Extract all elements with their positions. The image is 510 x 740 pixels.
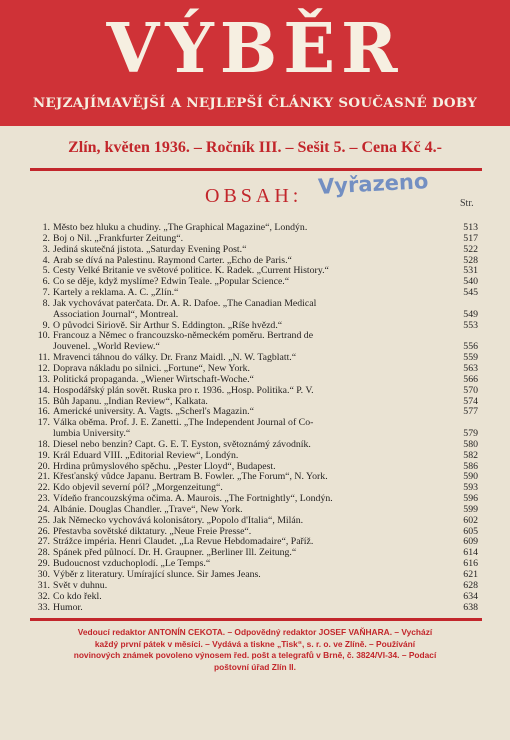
toc-entry: [28, 266, 478, 277]
publisher-footer: [40, 627, 470, 673]
bottom-divider: [30, 618, 482, 621]
toc-entry-number: 31.: [37, 579, 50, 591]
toc-entry-title: Král Eduard VIII. „Editorial Review“, Londýn.: [53, 450, 239, 461]
toc-entry-title: Mravenci táhnou do války. Dr. Franz Maidl. „N. W. Tagblatt.“: [53, 353, 297, 364]
toc-entry-title: Kdo objevil severní pól? „Morgenzeitung“.: [53, 483, 223, 494]
toc-entry: [28, 256, 478, 267]
toc-entry-title: Jouvenel. „World Review.“: [53, 342, 160, 353]
toc-entry-title: Strážce impéria. Henri Claudet. „La Revue Hebdomadaire“, Paříž.: [53, 537, 314, 548]
toc-entry-title: Francouz a Němec o francouzsko-německém poměru. Bertrand de: [53, 331, 314, 342]
toc-entry-title: Boj o Nil. „Frankfurter Zeitung“.: [53, 233, 184, 244]
toc-entry: [28, 277, 478, 288]
toc-entry: [28, 386, 478, 397]
toc-entry-title: Kartely a reklama. A. C. „Zlín.“: [53, 288, 179, 299]
magazine-subtitle: NEJZAJÍMAVĚJŠÍ A NEJLEPŠÍ ČLÁNKY SOUČASNÉ DOBY: [32, 95, 478, 111]
toc-entry: [28, 288, 478, 299]
toc-entry-number: 2.: [42, 232, 50, 244]
toc-entry-number: 7.: [42, 287, 50, 299]
toc-entry-page: 593: [463, 482, 478, 494]
toc-entry-number: 28.: [37, 547, 50, 559]
toc-entry-page: 628: [463, 579, 478, 591]
toc-entry: [28, 603, 478, 614]
footer-line: každý první pátek v měsíci. – Vydává a tiskne „Tisk“, s. r. o. ve Zlíně. – Používání: [94, 638, 416, 649]
toc-entry-page: 528: [463, 254, 478, 266]
toc-entry: [28, 494, 478, 505]
toc-entry-page: 634: [463, 590, 478, 602]
toc-entry: [28, 342, 478, 353]
toc-entry-page: 513: [463, 222, 478, 233]
toc-entry-title: Co se děje, když myslíme? Edwin Teale. „Popular Science.“: [53, 277, 290, 288]
toc-entry: [28, 592, 478, 603]
toc-entry: [28, 353, 478, 364]
toc-entry-title: Doprava nákladu po silnici. „Fortune“, New York.: [53, 363, 250, 374]
toc-entry-number: 10.: [37, 330, 50, 342]
toc-entry: [28, 331, 478, 342]
toc-entry-number: 14.: [37, 384, 50, 396]
toc-entry-number: 13.: [37, 373, 50, 385]
footer-line: poštovní úřad Zlín II.: [214, 661, 296, 672]
toc-entry: [28, 234, 478, 245]
toc-entry-page: 549: [463, 308, 478, 320]
toc-entry-number: 33.: [37, 601, 50, 613]
toc-entry: [28, 429, 478, 440]
toc-entry-number: 30.: [37, 569, 50, 580]
vyrazeno-stamp: Vyřazeno: [317, 169, 429, 199]
toc-entry: [28, 407, 478, 418]
toc-entry: [28, 310, 478, 321]
toc-entry-page: 577: [463, 406, 478, 418]
toc-entry-page: 614: [463, 547, 478, 559]
toc-entry-title: Svět v duhnu.: [53, 580, 108, 591]
toc-entry-number: 8.: [42, 297, 50, 309]
toc-entry-page: 582: [463, 449, 478, 461]
toc-entry-page: 563: [463, 362, 478, 374]
toc-entry-title: Vídeňo francouzskýma očima. A. Maurois. „The Fortnightly“, Londýn.: [53, 494, 333, 505]
toc-entry-title: Hospodářský plán sovět. Ruska pro r. 1936. „Hosp. Politika.“ P. V.: [53, 385, 314, 396]
toc-entry-title: Křesťanský vůdce Japanu. Bertram B. Fowler. „The Forum“, N. York.: [53, 472, 328, 483]
page-column-label: Str.: [460, 198, 474, 209]
toc-entry-title: Politická propaganda. „Wiener Wirtschaft-Woche.“: [53, 374, 254, 385]
toc-entry: [28, 397, 478, 408]
toc-entry-number: 24.: [37, 503, 50, 515]
toc-entry-number: 4.: [42, 254, 50, 266]
toc-entry-title: Výběr z literatury. Umírající slunce. Sir James Jeans.: [53, 570, 261, 580]
toc-entry-title: Přestavba sovětské diktatury. „Neue Freie Presse“.: [53, 526, 252, 537]
magazine-title: VÝBĚR: [106, 9, 404, 89]
toc-entry-page: 621: [463, 569, 478, 580]
toc-entry-page: 540: [463, 276, 478, 288]
toc-entry: [28, 375, 478, 386]
toc-entry-title: Americké university. A. Vagts. „Scherl's Magazin.“: [53, 407, 254, 418]
toc-entry-title: Spánek před půlnocí. Dr. H. Graupner. „Berliner Ill. Zeitung.“: [53, 548, 297, 559]
toc-entry: [28, 570, 478, 581]
toc-entry-page: 553: [463, 319, 478, 331]
toc-entry: [28, 462, 478, 473]
toc-entry: [28, 581, 478, 592]
toc-entry-title: Válka oběma. Prof. J. E. Zanetti. „The Independent Journal of Co-: [53, 418, 314, 429]
toc-entry-page: 602: [463, 514, 478, 526]
toc-entry: [28, 223, 478, 234]
toc-entry-page: 574: [463, 395, 478, 407]
toc-entry-number: 27.: [37, 536, 50, 548]
toc-entry-title: O původci Siriově. Sir Arthur S. Eddington. „Říše hvězd.“: [53, 320, 283, 331]
toc-entry: [28, 483, 478, 494]
toc-entry-page: 559: [463, 352, 478, 364]
toc-entry-page: 517: [463, 232, 478, 244]
toc-entry: [28, 559, 478, 570]
toc-entry-number: 32.: [37, 590, 50, 602]
toc-entry-page: 590: [463, 471, 478, 483]
toc-entry-number: 16.: [37, 406, 50, 418]
toc-entry-page: 609: [463, 536, 478, 548]
toc-entry-number: 5.: [42, 265, 50, 277]
toc-entry-number: 29.: [37, 558, 50, 570]
toc-entry-title: Diesel nebo benzin? Capt. G. E. T. Eyston, světoznámý závodník.: [53, 439, 311, 450]
toc-entry-number: 11.: [38, 352, 50, 364]
toc-entry-number: 21.: [37, 471, 50, 483]
toc-entry-title: Association Journal“, Montreal.: [53, 309, 179, 320]
toc-entry: [28, 364, 478, 375]
toc-entry-title: Jak Německo vychovává kolonisátory. „Popolo d'Italia“, Milán.: [53, 515, 304, 526]
toc-entry-page: 586: [463, 460, 478, 472]
toc-entry-number: 9.: [42, 319, 50, 331]
issue-line: Zlín, květen 1936. – Ročník III. – Sešit 5. – Cena Kč 4.-: [68, 139, 442, 156]
toc-entry: [28, 537, 478, 548]
toc-entry: [28, 245, 478, 256]
toc-entry-number: 19.: [37, 449, 50, 461]
toc-entry-page: 566: [463, 373, 478, 385]
toc-entry: [28, 299, 478, 310]
toc-entry-title: lumbia University.“: [53, 429, 131, 440]
toc-entry-page: 580: [463, 438, 478, 450]
toc-entry: [28, 548, 478, 559]
table-of-contents: [28, 223, 478, 613]
footer-line: Vedoucí redaktor ANTONÍN CEKOTA. – Odpovědný redaktor JOSEF VAŇHARA. – Vychází: [77, 627, 433, 637]
toc-entry: [28, 516, 478, 527]
toc-entry-number: 15.: [37, 395, 50, 407]
toc-entry-page: 570: [463, 384, 478, 396]
toc-entry-number: 26.: [37, 525, 50, 537]
footer-line: novinových známek povoleno výnosem řed. pošt a telegrafů v Brně, č. 3824/VI-34. – Podací: [73, 650, 437, 660]
toc-entry-title: Bůh Japanu. „Indian Review“, Kalkata.: [53, 396, 208, 407]
toc-entry-title: Hrdina průmyslového spěchu. „Pester Lloyd“, Budapest.: [53, 461, 276, 472]
toc-entry-number: 25.: [37, 514, 50, 526]
toc-entry-number: 12.: [37, 362, 50, 374]
toc-entry-page: 556: [463, 341, 478, 353]
toc-entry: [28, 451, 478, 462]
toc-entry-number: 23.: [37, 493, 50, 505]
toc-entry-page: 531: [463, 265, 478, 277]
toc-entry: [28, 527, 478, 538]
toc-entry-page: 599: [463, 503, 478, 515]
toc-entry-number: 6.: [42, 276, 50, 288]
toc-entry-page: 616: [463, 558, 478, 570]
toc-entry: [28, 418, 478, 429]
toc-entry-page: 596: [463, 493, 478, 505]
toc-entry-number: 20.: [37, 460, 50, 472]
toc-entry-title: Město bez hluku a chudiny. „The Graphical Magazine“, Londýn.: [53, 223, 308, 233]
toc-entry-number: 3.: [42, 243, 50, 255]
toc-entry-title: Arab se dívá na Palestinu. Raymond Carter. „Echo de Paris.“: [53, 255, 292, 266]
toc-entry-title: Jediná skutečná jistota. „Saturday Evening Post.“: [53, 244, 247, 255]
toc-entry-title: Cesty Velké Britanie ve světové politice. K. Radek. „Current History.“: [53, 266, 329, 277]
toc-entry-page: 638: [463, 601, 478, 613]
toc-entry: [28, 472, 478, 483]
toc-entry: [28, 440, 478, 451]
toc-entry-number: 22.: [37, 482, 50, 494]
toc-entry-title: Jak vychovávat paterčata. Dr. A. R. Dafoe. „The Canadian Medical: [53, 298, 317, 309]
toc-entry-number: 18.: [37, 438, 50, 450]
toc-entry-page: 605: [463, 525, 478, 537]
contents-heading: OBSAH:: [205, 185, 303, 207]
toc-entry-page: 579: [463, 428, 478, 440]
toc-entry-page: 522: [463, 243, 478, 255]
toc-entry-title: Co kdo řekl.: [53, 591, 102, 602]
toc-entry: [28, 505, 478, 516]
toc-entry-number: 17.: [37, 417, 50, 429]
toc-entry-number: 1.: [42, 222, 50, 233]
toc-entry-title: Humor.: [53, 602, 83, 613]
toc-entry-title: Albánie. Douglas Chandler. „Trave“, New York.: [53, 504, 243, 515]
toc-entry-page: 545: [463, 287, 478, 299]
toc-entry: [28, 321, 478, 332]
toc-entry-title: Budoucnost vzduchoplodí. „Le Temps.“: [53, 559, 211, 570]
